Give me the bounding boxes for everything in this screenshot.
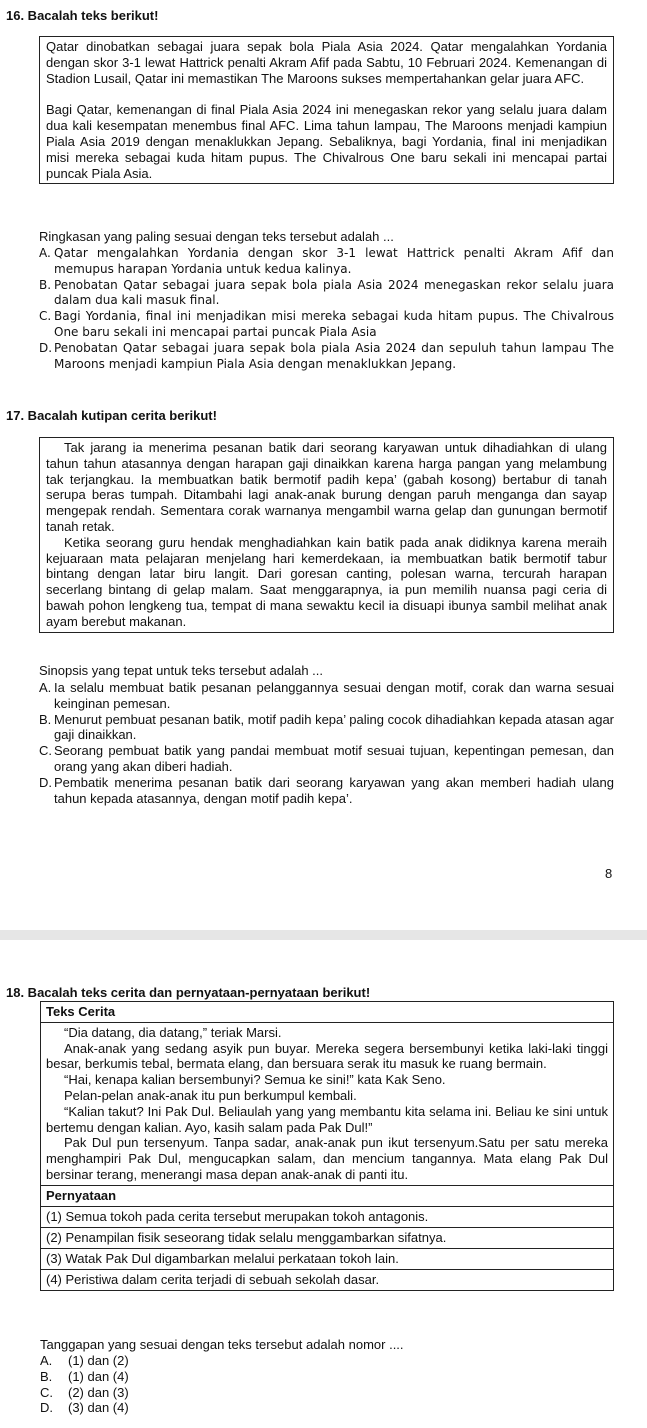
option-text: Ia selalu membuat batik pesanan pelanggannya sesuai dengan motif, corak dan warna sesuai keinginan pemesan. (54, 680, 614, 711)
question-16-passage-box (39, 36, 614, 184)
question-17-prompt: Sinopsis yang tepat untuk teks tersebut adalah ... (39, 663, 324, 678)
option-a[interactable] (39, 680, 614, 712)
page-number: 8 (605, 866, 613, 881)
story-line: “Dia datang, dia datang,” teriak Marsi. (64, 1024, 282, 1040)
option-text: Menurut pembuat pesanan batik, motif padih kepa’ paling cocok dihadiahkan kepada atasan agar gaji dinaikkan. (54, 711, 614, 743)
option-d[interactable] (39, 341, 614, 373)
option-a[interactable] (40, 1353, 340, 1369)
exam-page-2 (0, 940, 647, 1428)
story-line: Anak-anak yang sedang asyik pun buyar. Mereka segera bersembunyi ketika laki-laki tinggi besar, berkumis tebal, bermata elang, dan bersuara serak itu masuk ke ruang bermain. (46, 1040, 608, 1072)
statement-row: (4) Peristiwa dalam cerita terjadi di sebuah sekolah dasar. (41, 1269, 614, 1290)
question-16-prompt: Ringkasan yang paling sesuai dengan teks tersebut adalah ... (39, 229, 394, 244)
story-line: “Kalian takut? Ini Pak Dul. Beliaulah yang yang membantu kita selama ini. Beliau ke sini untuk bertemu dengan kalian. Ayo, kasih salam pada Pak Dul!” (46, 1103, 608, 1135)
option-b[interactable] (40, 1369, 340, 1385)
story-line: Pak Dul pun tersenyum. Tanpa sadar, anak-anak pun ikut tersenyum.Satu per satu mereka menghampiri Pak Dul, mengucapkan salam, dan mencium tangannya. Mata elang Pak Dul bersinar terang, menerangi masa depan anak-anak di panti itu. (46, 1135, 608, 1182)
option-d[interactable] (39, 775, 614, 807)
question-16-options (39, 246, 614, 372)
passage-paragraph: Bagi Qatar, kemenangan di final Piala Asia 2024 ini menegaskan rekor yang selalu juara dalam dua kali kesempatan menembus final AFC. Lima tahun lampau, The Maroons menjadi kampiun Piala Asia 2019 dengan menaklukkan Jepang. Sebaliknya, bagi Yordania, final ini menjadikan misi mereka sebagai kuda hitam pupus. The Chivalrous One baru sekali ini mencapai partai puncak Piala Asia. (46, 102, 607, 181)
option-text: (1) dan (2) (68, 1353, 129, 1368)
option-a[interactable] (39, 246, 614, 278)
option-b[interactable] (39, 278, 614, 310)
option-c[interactable] (40, 1385, 340, 1401)
option-text: Pembatik menerima pesanan batik dari seorang karyawan yang akan memberi hadiah ulang tahun kepada atasannya, dengan motif padih kepa’. (54, 774, 614, 806)
option-letter: D. (40, 1400, 53, 1416)
statements-header: Pernyataan (41, 1185, 614, 1206)
option-letter: A. (39, 246, 51, 260)
option-letter: B. (40, 1368, 53, 1384)
option-text: (3) dan (4) (68, 1400, 129, 1416)
page-separator (0, 930, 647, 940)
option-c[interactable] (39, 743, 614, 775)
story-line: Pelan-pelan anak-anak itu pun berkumpul kembali. (64, 1087, 357, 1103)
story-header: Teks Cerita (41, 1002, 614, 1023)
option-letter: C. (40, 1384, 53, 1400)
option-text: Qatar mengalahkan Yordania dengan skor 3-1 lewat Hattrick penalti Akram Afif dan memupus harapan Yordania untuk kedua kalinya. (54, 246, 614, 276)
question-18-prompt: Tanggapan yang sesuai dengan teks tersebut adalah nomor .... (40, 1337, 404, 1352)
option-letter: B. (39, 711, 52, 727)
option-text: Penobatan Qatar sebagai juara sepak bola piala Asia 2024 menegaskan rekor selalu juara dalam dua kali masuk final. (54, 277, 614, 308)
story-line: “Hai, kenapa kalian bersembunyi? Semua ke sini!” kata Kak Seno. (64, 1072, 446, 1088)
question-16-title: 16. Bacalah teks berikut! (6, 8, 159, 23)
question-17-passage-box (39, 437, 614, 633)
question-18-options (40, 1353, 340, 1416)
question-18-title: 18. Bacalah teks cerita dan pernyataan-pernyataan berikut! (6, 985, 371, 1000)
statement-row: (2) Penampilan fisik seseorang tidak selalu menggambarkan sifatnya. (41, 1227, 614, 1248)
option-d[interactable] (40, 1400, 340, 1416)
option-letter: C. (39, 309, 52, 324)
option-letter: D. (39, 340, 53, 355)
option-letter: D. (39, 774, 52, 790)
question-17-options (39, 680, 614, 806)
statement-row: (1) Semua tokoh pada cerita tersebut merupakan tokoh antagonis. (41, 1206, 614, 1227)
option-text: Penobatan Qatar sebagai juara sepak bola piala Asia 2024 dan sepuluh tahun lampau The Maroons menjadi kampiun Piala Asia dengan menaklukkan Jepang. (54, 340, 614, 371)
option-letter: C. (39, 743, 52, 759)
question-17-title: 17. Bacalah kutipan cerita berikut! (6, 408, 217, 423)
option-c[interactable] (39, 309, 614, 341)
passage-paragraph: Tak jarang ia menerima pesanan batik dari seorang karyawan untuk dihadiahkan di ulang tahun tahun atasannya dengan harapan gaji dinaikkan karena harga pangan yang melambung tak terjangkau. Ia membuatkan batik bermotif padih kepa’ (gabah kosong) bertabur di tanah serupa beras tumpah. Ditambahi lagi anak-anak burung dengan paruh menganga dan sayap mengepak rendah. Sementara corak warnanya mengambil warna gelap dan gunungan bermotif tanah retak. (46, 440, 607, 534)
option-text: Bagi Yordania, final ini menjadikan misi mereka sebagai kuda hitam pupus. The Chivalrous One baru sekali ini mencapai partai puncak Piala Asia (54, 309, 614, 339)
option-letter: A. (39, 680, 52, 695)
passage-paragraph: Ketika seorang guru hendak menghadiahkan kain batik pada anak didiknya karena meraih kejuaraan mata pelajaran menjelang hari kemerdekaan, ia membuatkan batik bermotif tabur bintang dengan latar biru langit. Dari goresan canting, polesan warna, tercurah harapan secerlang bintang di gelap malam. Saat menggarapnya, ia pun memilih nuansa pagi ceria di bawah pohon lengkeng tua, tempat di mana sewaktu kecil ia disuapi ibunya sambil melihat anak ayam berebut makanan. (46, 534, 607, 629)
option-letter: B. (39, 277, 52, 292)
passage-paragraph: Qatar dinobatkan sebagai juara sepak bola Piala Asia 2024. Qatar mengalahkan Yordania dengan skor 3-1 lewat Hattrick penalti Akram Afif pada Sabtu, 10 Februari 2024. Kemenangan di Stadion Lusail, Qatar ini memastikan The Maroons sukses mempertahankan gelar juara AFC. (46, 39, 607, 86)
option-text: (2) dan (3) (68, 1384, 129, 1400)
option-text: (1) dan (4) (68, 1368, 129, 1384)
option-letter: A. (40, 1353, 53, 1368)
option-b[interactable] (39, 712, 614, 744)
option-text: Seorang pembuat batik yang pandai membuat motif sesuai tujuan, kepentingan pemesan, dan orang yang akan diberi hadiah. (54, 743, 614, 774)
story-cell (41, 1022, 614, 1185)
question-18-table (40, 1001, 614, 1291)
statement-row: (3) Watak Pak Dul digambarkan melalui perkataan tokoh lain. (41, 1248, 614, 1269)
